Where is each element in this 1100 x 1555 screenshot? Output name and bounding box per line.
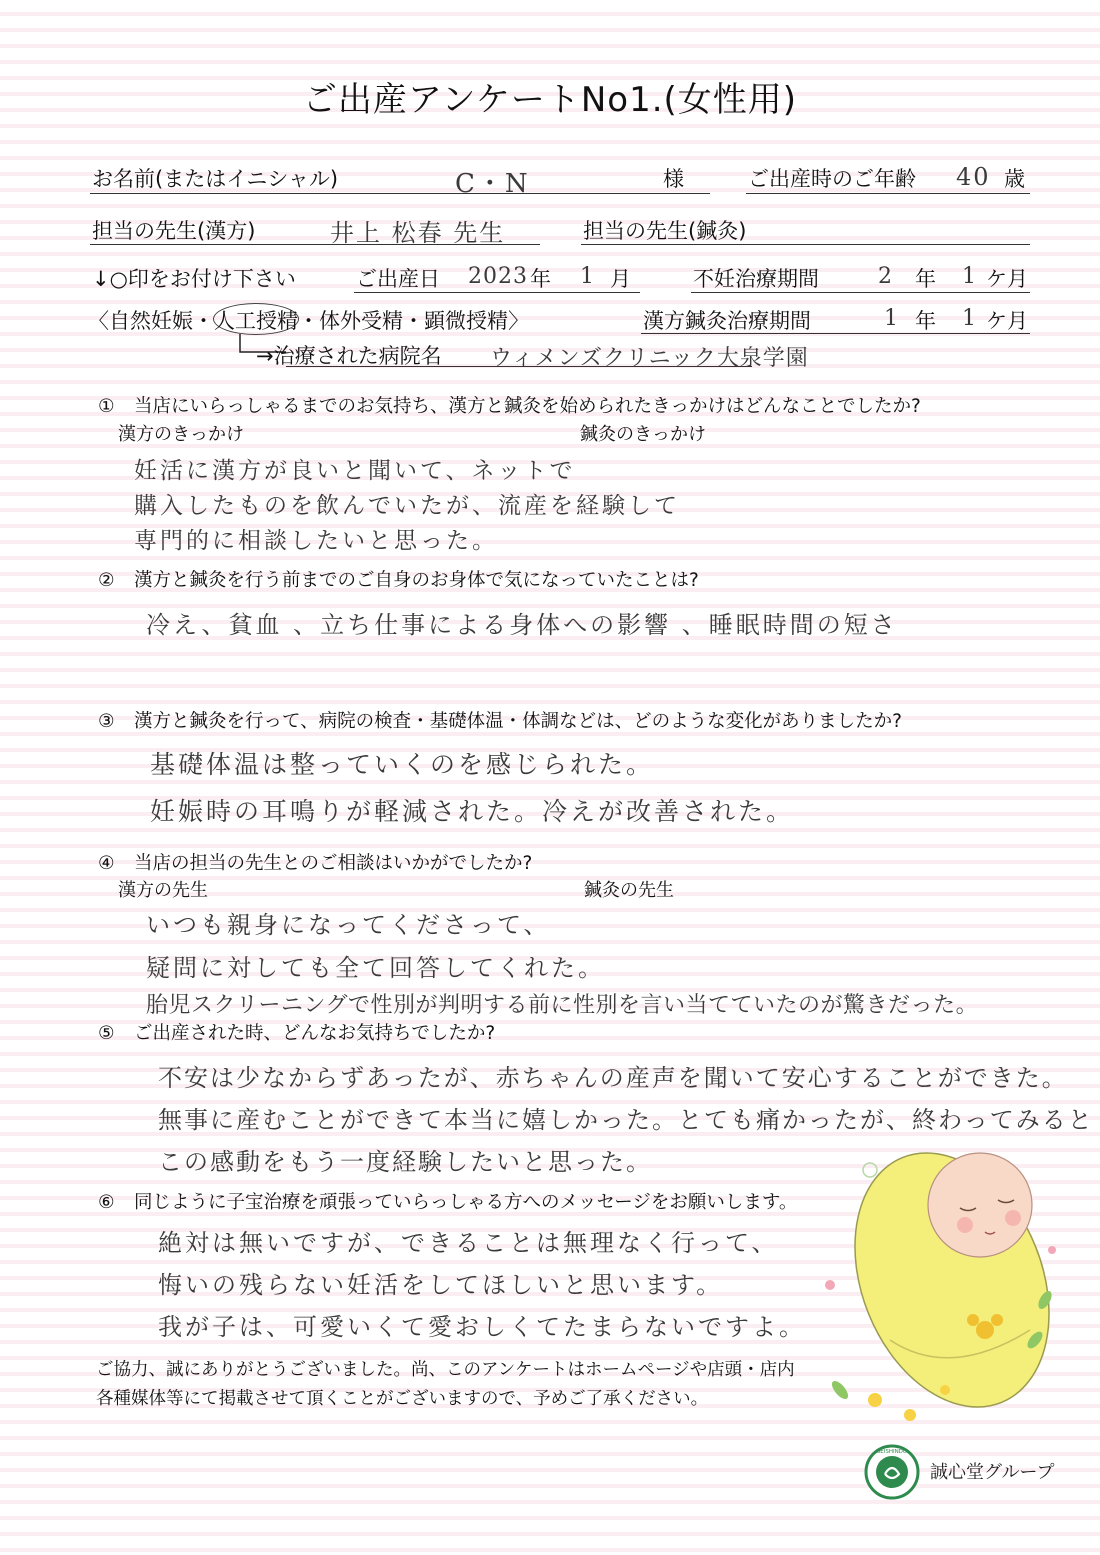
birth-year-unit: 年 (530, 267, 551, 291)
q1-answer-2: 購入したものを飲んでいたが、流産を経験して (134, 493, 680, 519)
fertility-period-underline (691, 292, 1030, 293)
q6-answer-1: 絶対は無いですが、できることは無理なく行って、 (158, 1229, 779, 1257)
fertility-years-unit: 年 (915, 267, 936, 291)
birth-year-value: 2023 (468, 264, 528, 289)
q4-answer-3: 胎児スクリーニングで性別が判明する前に性別を言い当てていたのが驚きだった。 (146, 993, 979, 1018)
q6-answer-3: 我が子は、可愛いくて愛おしくてたまらないですよ。 (158, 1313, 806, 1341)
q1-answer-3: 専門的に相談したいと思った。 (134, 528, 498, 554)
q4-answer-2: 疑問に対しても全て回答してくれた。 (146, 954, 605, 982)
fertility-months-unit: ケ月 (986, 267, 1028, 291)
age-label: ご出産時のご年齢 (748, 167, 916, 191)
q2-answer-1: 冷え、貧血 、立ち仕事による身体への影響 、睡眠時間の短さ (146, 611, 898, 639)
q1-sub-left: 漢方のきっかけ (118, 424, 244, 445)
hospital-value: ウィメンズクリニック大泉学園 (490, 346, 809, 371)
footer-line-1: ご協力、誠にありがとうございました。尚、このアンケートはホームページや店頭・店内 (96, 1360, 795, 1380)
q1-answer-1: 妊活に漢方が良いと聞いて、ネットで (134, 458, 576, 484)
question-5-text: ご出産された時、どんなお気持ちでしたか? (134, 1023, 496, 1044)
kampo-period-underline (641, 333, 1030, 334)
name-value: C・N (455, 169, 530, 199)
question-6 (98, 1188, 797, 1214)
question-5-number: ⑤ (98, 1023, 115, 1044)
q6-answer-2: 悔いの残らない妊活をしてほしいと思います。 (158, 1271, 724, 1299)
page-title: ご出産アンケートNo1.(女性用) (302, 80, 798, 120)
hospital-underline (286, 366, 752, 367)
brand-name: 誠心堂グループ (930, 1462, 1055, 1483)
q5-answer-3: この感動をもう一度経験したいと思った。 (158, 1148, 652, 1176)
birth-month-value: 1 (580, 264, 595, 289)
question-1-number: ① (98, 396, 115, 417)
q5-answer-2: 無事に産むことができて本当に嬉しかった。とても痛かったが、終わってみると (158, 1106, 1094, 1134)
acu-teacher-underline (581, 244, 1030, 245)
fertility-months: 1 (962, 264, 977, 289)
age-value: 40 (956, 163, 991, 191)
question-3-text: 漢方と鍼灸を行って、病院の検査・基礎体温・体調などは、どのような変化がありましたか? (134, 711, 902, 732)
kampo-years-unit: 年 (915, 309, 936, 333)
question-4 (98, 849, 532, 875)
question-6-number: ⑥ (98, 1192, 115, 1213)
kampo-period-label: 漢方鍼灸治療期間 (643, 309, 811, 333)
question-1 (98, 392, 921, 418)
question-2 (98, 566, 699, 592)
kampo-teacher-underline (90, 244, 540, 245)
birth-month-unit: 月 (610, 267, 631, 291)
question-3-number: ③ (98, 711, 115, 732)
q4-sub-left: 漢方の先生 (118, 880, 208, 901)
fertility-period-label: 不妊治療期間 (693, 267, 819, 291)
baby-illustration (800, 1130, 1090, 1430)
treatment-types: 〈自然妊娠・人工授精・体外受精・顕微授精〉 (88, 309, 529, 333)
mark-instruction: ↓○印をお付け下さい (92, 267, 296, 291)
kampo-teacher-value: 井上 松春 先生 (330, 219, 506, 247)
name-underline (90, 193, 710, 194)
name-label: お名前(またはイニシャル) (92, 167, 339, 191)
footer-note (96, 1356, 795, 1414)
question-1-text: 当店にいらっしゃるまでのお気持ち、漢方と鍼灸を始められたきっかけはどんなことでしたか? (134, 396, 921, 417)
age-underline (746, 193, 1030, 194)
q3-answer-2: 妊娠時の耳鳴りが軽減された。冷えが改善された。 (150, 797, 795, 826)
question-6-text: 同じように子宝治療を頑張っていらっしゃる方へのメッセージをお願いします。 (134, 1192, 798, 1213)
seishindo-seal-icon (864, 1444, 920, 1500)
question-3 (98, 707, 902, 733)
q4-sub-right: 鍼灸の先生 (584, 880, 674, 901)
birth-date-underline (354, 292, 640, 293)
birth-date-label: ご出産日 (356, 267, 440, 291)
kampo-teacher-label: 担当の先生(漢方) (92, 219, 256, 243)
fertility-years: 2 (878, 264, 893, 289)
footer-line-2: 各種媒体等にて掲載させて頂くことがございますので、予めご了承ください。 (96, 1389, 709, 1409)
seal-text: SEISHINDO (876, 1449, 908, 1455)
question-4-number: ④ (98, 853, 115, 874)
q1-sub-right: 鍼灸のきっかけ (580, 424, 706, 445)
age-unit: 歳 (1004, 167, 1025, 191)
name-suffix: 様 (663, 167, 684, 191)
kampo-months: 1 (962, 306, 977, 331)
acu-teacher-label: 担当の先生(鍼灸) (583, 219, 747, 243)
kampo-years: 1 (884, 306, 899, 331)
q5-answer-1: 不安は少なからずあったが、赤ちゃんの産声を聞いて安心することができた。 (158, 1064, 1068, 1092)
question-2-text: 漢方と鍼灸を行う前までのご自身のお身体で気になっていたことは? (134, 570, 699, 591)
q3-answer-1: 基礎体温は整っていくのを感じられた。 (150, 750, 655, 779)
q4-answer-1: いつも親身になってくださって、 (146, 911, 551, 939)
question-2-number: ② (98, 570, 115, 591)
kampo-months-unit: ケ月 (986, 309, 1028, 333)
question-4-text: 当店の担当の先生とのご相談はいかがでしたか? (134, 853, 533, 874)
question-5 (98, 1019, 495, 1045)
hospital-prefix: →治療された病院名 (256, 344, 442, 368)
